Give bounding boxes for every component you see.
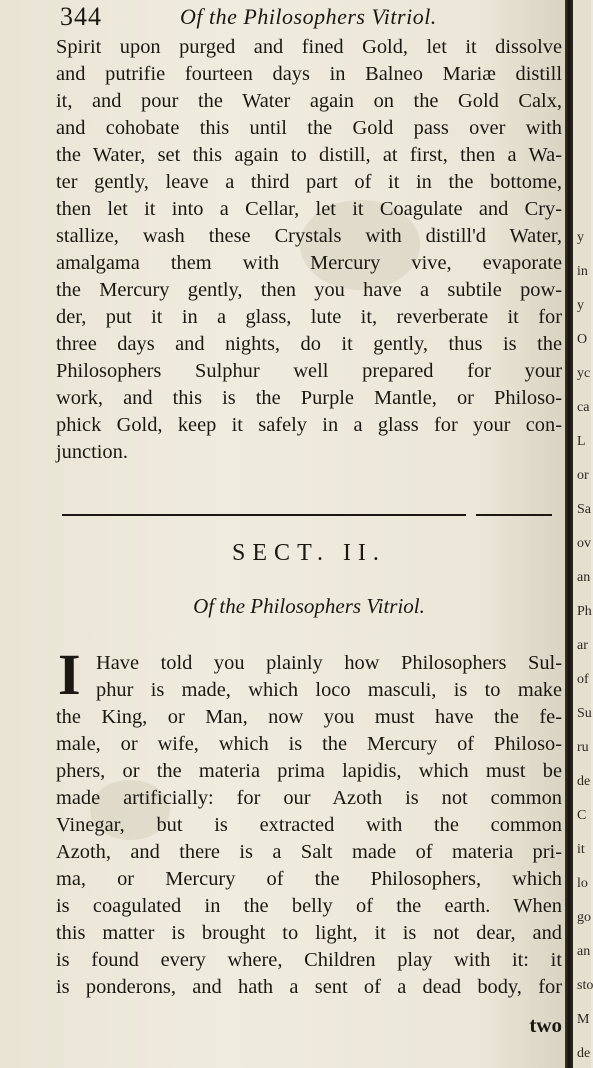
facing-page-fragment: Ph	[577, 604, 592, 619]
text-line: ma, or Mercury of the Philosophers, which	[56, 868, 562, 890]
facing-page-fragment: Su	[577, 706, 592, 721]
text-line: Azoth, and there is a Salt made of materia pri-	[56, 841, 562, 863]
running-title: Of the Philosophers Vitriol.	[180, 4, 437, 29]
facing-page-fragment: de	[577, 774, 591, 789]
text-line: it, and pour the Water again on the Gold Calx,	[56, 90, 562, 112]
facing-page-fragment: an	[577, 944, 591, 959]
text-line: is found every where, Children play with it: it	[56, 949, 562, 971]
facing-page-fragment: y	[577, 230, 584, 245]
text-line: junction.	[56, 441, 128, 463]
catchword: two	[529, 1013, 562, 1037]
facing-page-fragment: go	[577, 910, 591, 925]
text-line: and putrifie fourteen days in Balneo Mariæ distill	[56, 63, 562, 85]
text-line: ter gently, leave a third part of it in the bottome,	[56, 171, 562, 193]
facing-page-fragment: L	[577, 434, 586, 449]
drop-cap: I	[58, 642, 81, 707]
section-divider	[62, 514, 466, 516]
facing-page-fragment: y	[577, 298, 584, 313]
text-line: phur is made, which loco masculi, is to make	[96, 679, 562, 701]
facing-page-fragment: an	[577, 570, 591, 585]
facing-page-fragment: ru	[577, 740, 589, 755]
text-line: then let it into a Cellar, let it Coagulate and Cry-	[56, 198, 562, 220]
text-line: the Water, set this again to distill, at first, then a Wa-	[56, 144, 562, 166]
text-line: the Mercury gently, then you have a subtile pow-	[56, 279, 562, 301]
facing-page-fragment: yc	[577, 366, 591, 381]
facing-page-fragment: ov	[577, 536, 591, 551]
facing-page-fragment: in	[577, 264, 588, 279]
text-line: is ponderons, and hath a sent of a dead body, for	[56, 976, 562, 998]
facing-page-fragment: M	[577, 1012, 590, 1027]
text-line: and cohobate this until the Gold pass over with	[56, 117, 562, 139]
facing-page-fragment: sto	[577, 978, 593, 993]
text-line: stallize, wash these Crystals with distill'd Water,	[56, 225, 562, 247]
text-line: phick Gold, keep it safely in a glass for your con-	[56, 414, 562, 436]
facing-page-fragment: O	[577, 332, 588, 347]
text-line: Vinegar, but is extracted with the common	[56, 814, 562, 836]
text-line: der, put it in a glass, lute it, reverberate it for	[56, 306, 562, 328]
page-number: 344	[60, 2, 102, 31]
running-head	[60, 2, 560, 32]
facing-page-edge	[573, 0, 591, 1068]
section-subtitle: Of the Philosophers Vitriol.	[193, 594, 425, 618]
book-gutter	[565, 0, 573, 1068]
facing-page-fragment: Sa	[577, 502, 591, 517]
facing-page-fragment: ar	[577, 638, 588, 653]
facing-page-fragment: ca	[577, 400, 590, 415]
facing-page-fragment: of	[577, 672, 589, 687]
text-line: phers, or the materia prima lapidis, which must be	[56, 760, 562, 782]
paragraph-2	[56, 650, 562, 1001]
text-line: Have told you plainly how Philosophers Sul-	[96, 652, 562, 674]
text-line: is coagulated in the belly of the earth. When	[56, 895, 562, 917]
facing-page-fragment: de	[577, 1046, 591, 1061]
section-heading: SECT. II.	[232, 540, 386, 566]
text-line: this matter is brought to light, it is not dear, and	[56, 922, 562, 944]
text-line: male, or wife, which is the Mercury of Philoso-	[56, 733, 562, 755]
text-line: amalgama them with Mercury vive, evaporate	[56, 252, 562, 274]
facing-page-fragment: it	[577, 842, 585, 857]
facing-page-fragment: lo	[577, 876, 588, 891]
text-line: made artificially: for our Azoth is not common	[56, 787, 562, 809]
facing-page-fragment: C	[577, 808, 587, 823]
text-line: Spirit upon purged and fined Gold, let it dissolve	[56, 36, 562, 58]
section-divider	[476, 514, 552, 516]
text-line: the King, or Man, now you must have the fe-	[56, 706, 562, 728]
text-line: Philosophers Sulphur well prepared for your	[56, 360, 562, 382]
facing-page-fragment: or	[577, 468, 589, 483]
text-line: work, and this is the Purple Mantle, or Philoso-	[56, 387, 562, 409]
text-line: three days and nights, do it gently, thus is the	[56, 333, 562, 355]
paragraph-1	[56, 34, 562, 466]
